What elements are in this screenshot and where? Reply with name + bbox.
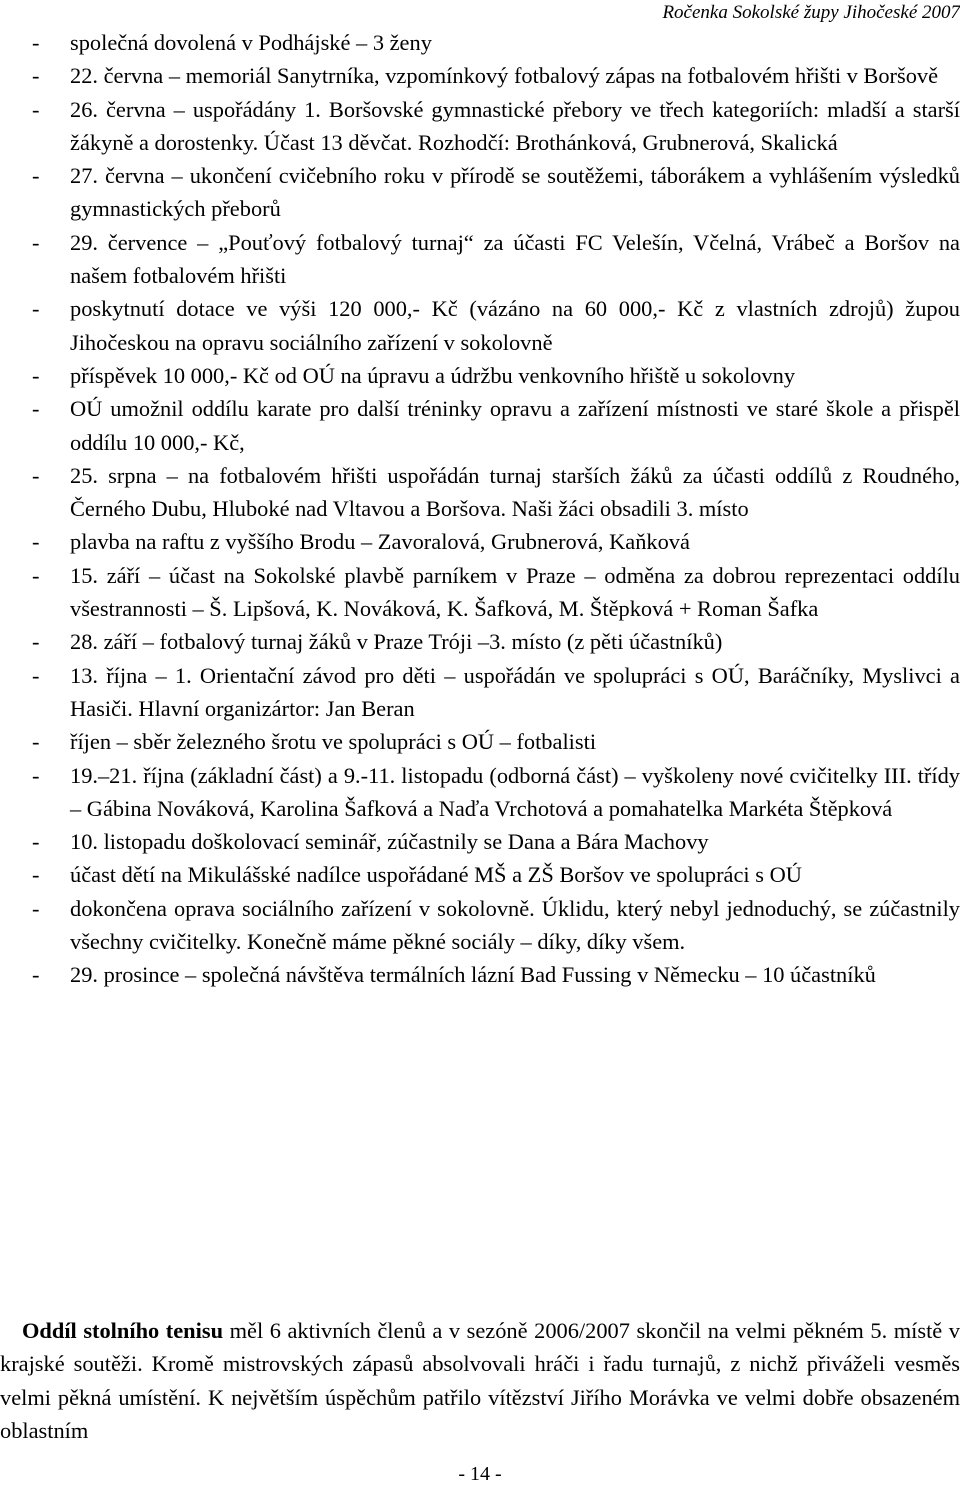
list-item-text: 29. prosince – společná návštěva termálních lázní Bad Fussing v Německu – 10 účastníků: [70, 962, 876, 988]
list-item: [0, 858, 960, 891]
table-tennis-paragraph: [0, 1314, 960, 1447]
list-item: [0, 759, 960, 826]
list-dash: -: [32, 562, 40, 588]
list-dash: -: [32, 829, 40, 855]
list-item: [0, 226, 960, 293]
event-list: [0, 26, 960, 992]
list-item: [0, 892, 960, 959]
list-item-text: dokončena oprava sociálního zařízení v sokolovně. Úklidu, který nebyl jednoduchý, se zúčastnily všechny cvičitelky. Konečně máme pěkné sociály – díky, díky všem.: [70, 895, 960, 955]
list-dash: -: [32, 96, 40, 122]
list-item-text: poskytnutí dotace ve výši 120 000,- Kč (vázáno na 60 000,- Kč z vlastních zdrojů) župou Jihočeskou na opravu sociálního zařízení v sokolovně: [70, 296, 960, 355]
list-item: [0, 625, 960, 658]
list-item-text: plavba na raftu z vyššího Brodu – Zavoralová, Grubnerová, Kaňková: [70, 529, 690, 555]
list-item: [0, 159, 960, 226]
list-item: [0, 559, 960, 626]
list-item: [0, 659, 960, 726]
list-dash: -: [32, 762, 40, 788]
list-dash: -: [32, 962, 40, 988]
running-header: Ročenka Sokolské župy Jihočeské 2007: [662, 2, 960, 23]
list-item-text: 22. června – memoriál Sanytrníka, vzpomínkový fotbalový zápas na fotbalovém hřišti v Boršově: [70, 63, 939, 89]
list-item: [0, 525, 960, 558]
list-item: [0, 825, 960, 858]
list-dash: -: [32, 362, 40, 388]
list-dash: -: [32, 629, 40, 655]
list-dash: -: [32, 662, 40, 688]
list-dash: -: [32, 396, 40, 422]
section-name: Oddíl stolního tenisu: [22, 1318, 224, 1343]
list-item-text: 28. září – fotbalový turnaj žáků v Praze Tróji –3. místo (z pěti účastníků): [70, 629, 723, 655]
list-dash: -: [32, 862, 40, 888]
list-dash: -: [32, 729, 40, 755]
list-item-text: 25. srpna – na fotbalovém hřišti uspořádán turnaj starších žáků za účasti oddílů z Roudného, Černého Dubu, Hluboké nad Vltavou a Boršova. Naši žáci obsadili 3. místo: [70, 462, 960, 522]
list-dash: -: [32, 163, 40, 189]
page-number: - 14 -: [458, 1463, 502, 1485]
list-item: [0, 359, 960, 392]
list-item-text: 19.–21. října (základní část) a 9.-11. listopadu (odborná část) – vyškoleny nové cvičitelky III. třídy – Gábina Nováková, Karolina Šafková a Naďa Vrchotová a pomahatelka Markéta Štěpková: [70, 762, 960, 821]
list-item: [0, 725, 960, 758]
list-item: [0, 392, 960, 459]
list-dash: -: [32, 63, 40, 89]
list-item-text: 13. října – 1. Orientační závod pro děti – uspořádán ve spolupráci s OÚ, Baráčníky, Myslivci a Hasiči. Hlavní organizártor: Jan Beran: [70, 662, 960, 721]
list-item: [0, 292, 960, 359]
list-item: [0, 93, 960, 160]
list-item-text: 26. června – uspořádány 1. Boršovské gymnastické přebory ve třech kategoriích: mladší a starší žákyně a dorostenky. Účast 13 děvčat. Rozhodčí: Brothánková, Grubnerová, Skalická: [70, 96, 960, 155]
list-item-text: příspěvek 10 000,- Kč od OÚ na úpravu a údržbu venkovního hřiště u sokolovny: [70, 362, 796, 388]
list-item: [0, 958, 960, 991]
list-dash: -: [32, 529, 40, 555]
list-dash: -: [32, 462, 40, 488]
list-dash: -: [32, 229, 40, 255]
list-item-text: 15. září – účast na Sokolské plavbě parníkem v Praze – odměna za dobrou reprezentaci oddílu všestrannosti – Š. Lipšová, K. Nováková, K. Šafková, M. Štěpková + Roman Šafka: [70, 562, 960, 622]
list-item: [0, 459, 960, 526]
list-item-text: říjen – sběr železného šrotu ve spolupráci s OÚ – fotbalisti: [70, 729, 597, 755]
list-item-text: 29. července – „Pouťový fotbalový turnaj“ za účasti FC Velešín, Včelná, Vrábeč a Boršov na našem fotbalovém hřišti: [70, 229, 960, 289]
list-dash: -: [32, 895, 40, 921]
list-item: [0, 59, 960, 92]
list-item-text: 27. června – ukončení cvičebního roku v přírodě se soutěžemi, táborákem a vyhlášením výsledků gymnastických přeborů: [70, 163, 960, 222]
list-dash: -: [32, 30, 40, 55]
list-item-text: 10. listopadu doškolovací seminář, zúčastnily se Dana a Bára Machovy: [70, 829, 709, 855]
list-item: [0, 26, 960, 59]
list-item-text: účast dětí na Mikulášské nadílce uspořádané MŠ a ZŠ Boršov ve spolupráci s OÚ: [70, 862, 802, 888]
paragraph-text: měl 6 aktivních členů a v sezóně 2006/2007 skončil na velmi pěkném 5. místě v krajské soutěži. Kromě mistrovských zápasů absolvovali hráči i řadu turnajů, z nichž přiváželi vesměs velmi pěkná umístění. K největším úspěchům patřilo vítězství Jiřího Morávka ve velmi dobře obsazeném oblastním: [0, 1318, 960, 1443]
list-dash: -: [32, 296, 40, 322]
list-item-text: OÚ umožnil oddílu karate pro další tréninky opravu a zařízení místnosti ve staré škole a přispěl oddílu 10 000,- Kč,: [70, 396, 960, 455]
list-item-text: společná dovolená v Podhájské – 3 ženy: [70, 30, 432, 55]
